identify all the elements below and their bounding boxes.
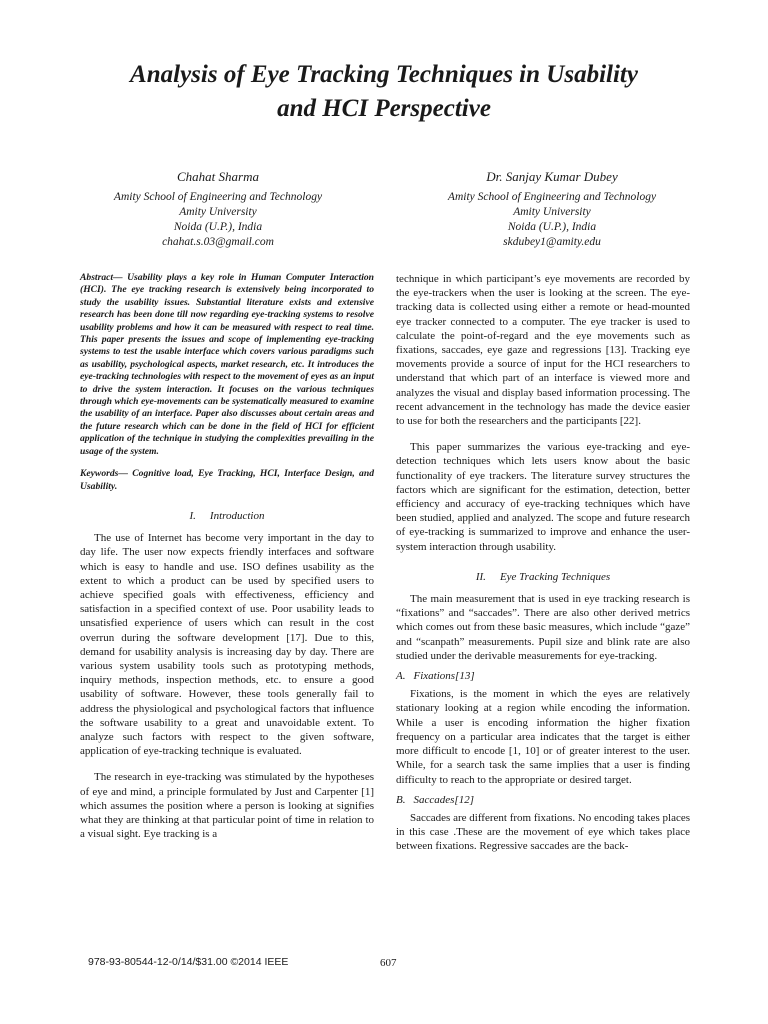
- subsection-heading-fixations: [396, 669, 690, 683]
- right-column: [396, 272, 690, 854]
- intro-paragraph-1: The use of Internet has become very important in the day to day life. The user now expects friendly interfaces and software which is easy to handle and use. ISO defines usability as the extent to which a product can be used by specified users to achieve specified goals with effectiveness, efficiency and satisfaction in a specified context of use. Poor usability leads to unsatisfied experience of users which can result in the cost overrun during the software development [17]. Due to this, demand for usability analysis is increasing day by day. There are various system usability tools such as prototyping methods, inquiry methods, inspection methods, etc. to ensure a good usability of software. However, these tools generally fail to address the physiological and psychological factors that influence the software usability to a great and unavoidable extent. To analyze such factors with respect to the given software, application of eye-tracking technique is evaluated.: [80, 532, 374, 758]
- author-location: Noida (U.P.), India: [507, 221, 597, 233]
- author-email: chahat.s.03@gmail.com: [162, 236, 274, 248]
- author-affiliation: Amity School of Engineering and Technology: [113, 191, 323, 203]
- page-number: 607: [380, 957, 397, 969]
- keywords: Keywords— Cognitive load, Eye Tracking, HCI, Interface Design, and Usability.: [80, 468, 374, 492]
- author-location: Noida (U.P.), India: [173, 221, 263, 233]
- subsection-title: Fixations[13]: [413, 670, 475, 683]
- author-university: Amity University: [179, 206, 257, 218]
- saccades-paragraph: Saccades are different from fixations. No encoding takes places in this case .These are the movement of eye which takes place between fixations. Regressive saccades are the back-: [396, 811, 690, 853]
- intro-paragraph-4: This paper summarizes the various eye-tracking and eye-detection techniques which lets users know about the basic functionality of eye trackers. The literature survey structures the factors which are significant for the estimation, detection, better efficiency and accuracy of eye-tracking techniques which have been studied, applied and analyzed. The scope and future research of eye-tracking is summarized to improve and enhance the user-system interaction through usability.: [396, 441, 690, 553]
- left-column: [80, 272, 374, 841]
- title-line-1: Analysis of Eye Tracking Techniques in Usability: [130, 61, 638, 88]
- author-block-2: [387, 168, 717, 250]
- section-title: Introduction: [209, 509, 265, 522]
- intro-paragraph-2: The research in eye-tracking was stimulated by the hypotheses of eye and mind, a principle formulated by Just and Carpenter [1] which assumes the position where a person is looking at signifies what they are thinking at that particular point of time in relation to a visual sight. Eye tracking is a: [80, 771, 374, 841]
- subsection-letter: B.: [396, 793, 406, 806]
- subsection-heading-saccades: [396, 793, 690, 807]
- intro-paragraph-3: technique in which participant’s eye movements are recorded by the eye-trackers when the user is looking at the screen. The eye-tracking data is collected using either a remote or head-mounted eye tracker connected to a computer. The eye tracker is used to calculate the point-of-regard and the eye movements such as fixations, saccades, eye gaze and regressions [13]. Tracking eye movements provide a source of input for the HCI researchers to understand that which part of an interface is viewed more and analyzes the visual and display based information processing. The recent advancement in the technology has made the device easier to use for both the researchers and the participants [22].: [396, 273, 690, 428]
- footer-isbn: 978-93-80544-12-0/14/$31.00 ©2014 IEEE: [88, 956, 289, 968]
- author-name: Dr. Sanjay Kumar Dubey: [486, 169, 618, 184]
- author-university: Amity University: [513, 206, 591, 218]
- paper-title: [40, 58, 728, 126]
- section-number: II.: [475, 570, 486, 583]
- author-email: skdubey1@amity.edu: [503, 236, 601, 248]
- section-title: Eye Tracking Techniques: [499, 570, 611, 583]
- section-heading-eye-tracking: [396, 570, 690, 584]
- fixations-paragraph: Fixations, is the moment in which the eyes are relatively stationary looking at a region while encoding the information. While a user is encoding information the higher fixation frequency on a particular area indicates that the target is either more difficult to encode [1, 10] or of greater interest to the user. While, for a search task the same implies that a user is finding difficulty to reach to the appropriate or desired target.: [396, 688, 690, 786]
- techniques-paragraph: The main measurement that is used in eye tracking research is “fixations” and “saccades”. There are also other derived metrics which comes out from these basic measures, which include “gaze” and “scanpath” measurements. Pupil size and blink rate are also studied under the derivable measurements for eye-tracking.: [396, 593, 690, 662]
- subsection-letter: A.: [396, 670, 406, 683]
- author-name: Chahat Sharma: [177, 169, 259, 184]
- author-affiliation: Amity School of Engineering and Technology: [447, 191, 657, 203]
- subsection-title: Saccades[12]: [413, 793, 474, 806]
- abstract: Abstract— Usability plays a key role in Human Computer Interaction (HCI). The eye tracking research is extensively being incorporated to study the usability issues. Substantial literature exists and extensive research has been done till now regarding eye-tracking systems to resolve usability problems and how it can be measured with respect to real time. This paper presents the issues and scope of implementing eye-tracking systems to test the usable interface which covers various paradigms such as usability, psychological aspects, market research, etc. It introduces the eye-tracking technologies with respect to the movement of eyes as an input to drive the system interaction. It focuses on the various techniques through which eye-movements can be systematically measured to examine the usability of an interface. Paper also discusses about certain areas and the future research which can be done in the field of HCI for efficient application of the technique in studying the complexities prevailing in the usage of the system.: [80, 272, 374, 457]
- section-heading-introduction: [80, 509, 374, 523]
- section-number: I.: [189, 509, 196, 522]
- title-line-2: and HCI Perspective: [277, 95, 491, 122]
- author-block-1: [53, 168, 383, 250]
